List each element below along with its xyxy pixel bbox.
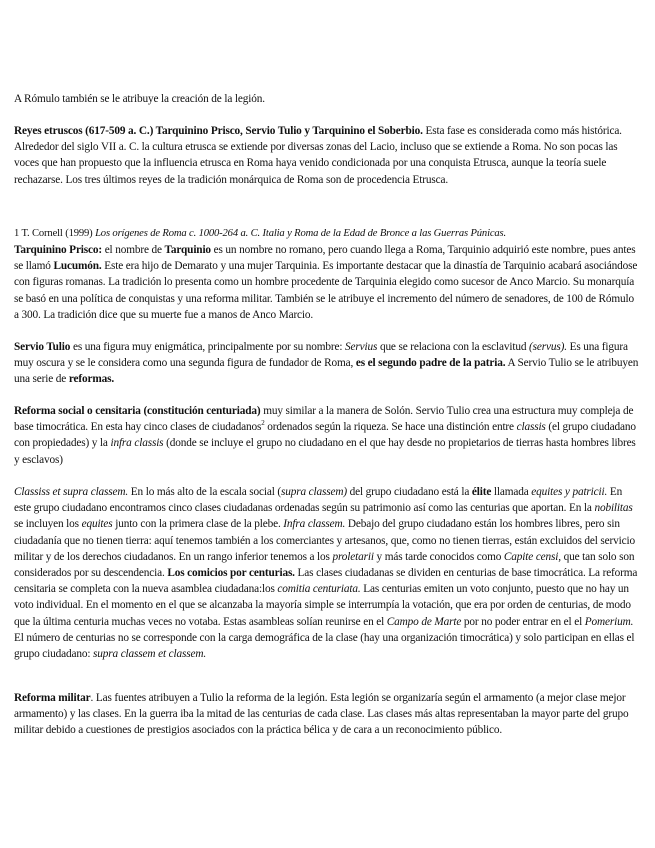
text-run: es una figura muy enigmática, principalmente por su nombre:: [70, 341, 346, 353]
italic-text: Infra classem.: [283, 518, 346, 531]
italic-text: equites y patricii.: [531, 486, 608, 498]
text-run: 1 T. Cornell (1999): [14, 228, 96, 239]
italic-text: Campo de Marte: [386, 615, 462, 628]
bold-text: Los comicios por centurias.: [167, 567, 295, 580]
text-run: Esta fase es considerada como más histórica. Alrededor del siglo VII a. C. la cultura etrusca se extiende por diversas zonas del Lacio, incluso que se extiende a Roma. No son pocas las voces que han propuesto que la influencia etrusca en Roma haya venido condicionada por una conquista Etrusca, aunque la teoría suele rechazarse. Los tres últimos reyes de la tradición monárquica de Roma son de procedencia Etrusca.: [14, 125, 622, 186]
bold-text: reformas.: [68, 373, 115, 386]
paragraph-reforma-militar: [14, 690, 641, 739]
italic-text: Capite censi,: [503, 550, 561, 563]
text-run: Las centurias emiten un voto conjunto, puesto que no hay un voto individual. En el momento en el que se alcanzaba la mayoría simple se interrumpía la votación, que era por orden de centurias, de modo que la última centuria muchas veces no votaba. Estas asambleas solían reunirse en el: [14, 583, 631, 628]
text-run: se incluyen los: [14, 518, 82, 531]
bold-text: Reforma social o censitaria (constitución centuriada): [14, 405, 261, 417]
italic-text: nobilitas: [594, 502, 633, 515]
bold-text: Servio Tulio: [14, 341, 71, 353]
text-run: del grupo ciudadano está la: [346, 486, 472, 498]
text-run: Es una figura muy oscura y se le considera como una segunda figura de fundador de Roma,: [14, 341, 628, 370]
text-run: llamada: [491, 486, 532, 498]
paragraph-classis: [14, 484, 641, 662]
text-run: En lo más alto de la escala social (: [128, 486, 281, 498]
footnote-cornell: [14, 226, 641, 242]
text-run: Las clases ciudadanas se dividen en centurias de base timocrática. La reforma censitaria se completa con la nueva asamblea ciudadana:los: [14, 567, 638, 596]
paragraph-reforma-social: [14, 403, 641, 468]
italic-text: Classiss et supra classem.: [14, 486, 129, 498]
italic-text: supra classem et classem.: [93, 648, 207, 661]
text-run: El número de centurias no se corresponde con la carga demográfica de la clase (hay una organización timocrática) y solo participan en ellas el grupo ciudadano:: [14, 631, 635, 661]
italic-text: Los orígenes de Roma c. 1000-264 a. C. Italia y Roma de la Edad de Bronce a las Guerras Púnicas.: [95, 228, 507, 239]
text-run: Este era hijo de Demarato y una mujer Tarquinia. Es importante destacar que la dinastía de Tarquinio acabará asociándose con figuras romanas. La tradición lo presenta como un hombre procedente de Tarquinia elegido como sucesor de Anco Marcio. Su monarquía se basó en una política de conquistas y una reforma militar. También se le atribuye el incremento del número de senadores, de 100 de Rómulo a 300. La tradición dice que su muerte fue a manos de Anco Marcio.: [14, 260, 638, 321]
italic-text: supra classem): [280, 486, 347, 498]
italic-text: proletarii: [332, 550, 374, 563]
italic-text: (servus).: [529, 341, 567, 353]
bold-text: Tarquinio: [164, 244, 211, 256]
italic-text: comitia centuriata.: [277, 583, 361, 596]
italic-text: equites: [81, 518, 113, 531]
bold-text: Tarquinino Prisco:: [14, 244, 103, 256]
text-run: ordenados según la riqueza. Se hace una distinción entre: [264, 421, 517, 434]
italic-text: Servius: [345, 341, 378, 353]
text-run: por no poder entrar en el el: [461, 615, 585, 628]
paragraph-reyes-etruscos: [14, 123, 641, 188]
text-run: (el grupo ciudadano con propiedades) y la: [14, 421, 636, 450]
text-run: el nombre de: [102, 244, 165, 256]
bold-text: Reyes etruscos (617-509 a. C.) Tarquinino Prisco, Servio Tulio y Tarquinino el Soberbio.: [14, 125, 423, 137]
text-run: que se relaciona con la esclavitud: [377, 341, 530, 353]
bold-text: Lucumón.: [53, 260, 102, 273]
text-run: En este grupo ciudadano encontramos cinco clases ciudadanas ordenadas según su patrimonio así como las centurias que aportan. En la: [14, 486, 623, 515]
text-run: . Las fuentes atribuyen a Tulio la reforma de la legión. Esta legión se organizaría según el armamento (a mejor clase mejor armamento) y las clases. En la guerra iba la mitad de las centurias de cada clase. Las clases más altas representaban la mayor parte del grupo militar debido a cuestiones de prestigios asociados con la práctica bélica y de cara a un reconocimiento público.: [14, 692, 629, 737]
bold-text: es el segundo padre de la patria.: [355, 357, 506, 370]
italic-text: infra classis: [110, 437, 164, 450]
italic-text: Pomerium.: [584, 615, 634, 628]
text-run: A Servio Tulio se le atribuyen una serie de: [14, 357, 639, 386]
text-run: que tan solo son considerados por su descendencia.: [14, 550, 635, 580]
paragraph-servio-tulio: [14, 339, 641, 388]
italic-text: classis: [516, 421, 546, 434]
paragraph-romulo-legion: [14, 91, 641, 107]
footnote-ref: 2: [261, 419, 265, 428]
text-run: (donde se incluye el grupo no ciudadano en el que hay desde no propietarios de tierras hasta hombres libres y esclavos): [14, 437, 636, 466]
text-run: Debajo del grupo ciudadano están los hombres libres, pero sin ciudadanía que no tienen tierra: aquí tenemos también a los comerciantes y artesanos, que, como no tienen tierras, están excluidos del servicio militar y de los derechos ciudadanos. En un rango inferior tenemos a los: [14, 518, 635, 563]
text-run: es un nombre no romano, pero cuando llega a Roma, Tarquinio adquirió este nombre, pues antes se llamó: [14, 244, 636, 273]
text-run: muy similar a la manera de Solón. Servio Tulio crea una estructura muy compleja de base timocrática. En esta hay cinco clases de ciudadanos: [14, 405, 634, 434]
text-run: y más tarde conocidos como: [373, 550, 504, 563]
text-run: A Rómulo también se le atribuye la creación de la legión.: [14, 93, 265, 105]
bold-text: Reforma militar: [14, 692, 91, 704]
text-run: junto con la primera clase de la plebe.: [112, 518, 284, 531]
paragraph-tarquinino-prisco: [14, 242, 641, 323]
bold-text: élite: [471, 486, 492, 498]
